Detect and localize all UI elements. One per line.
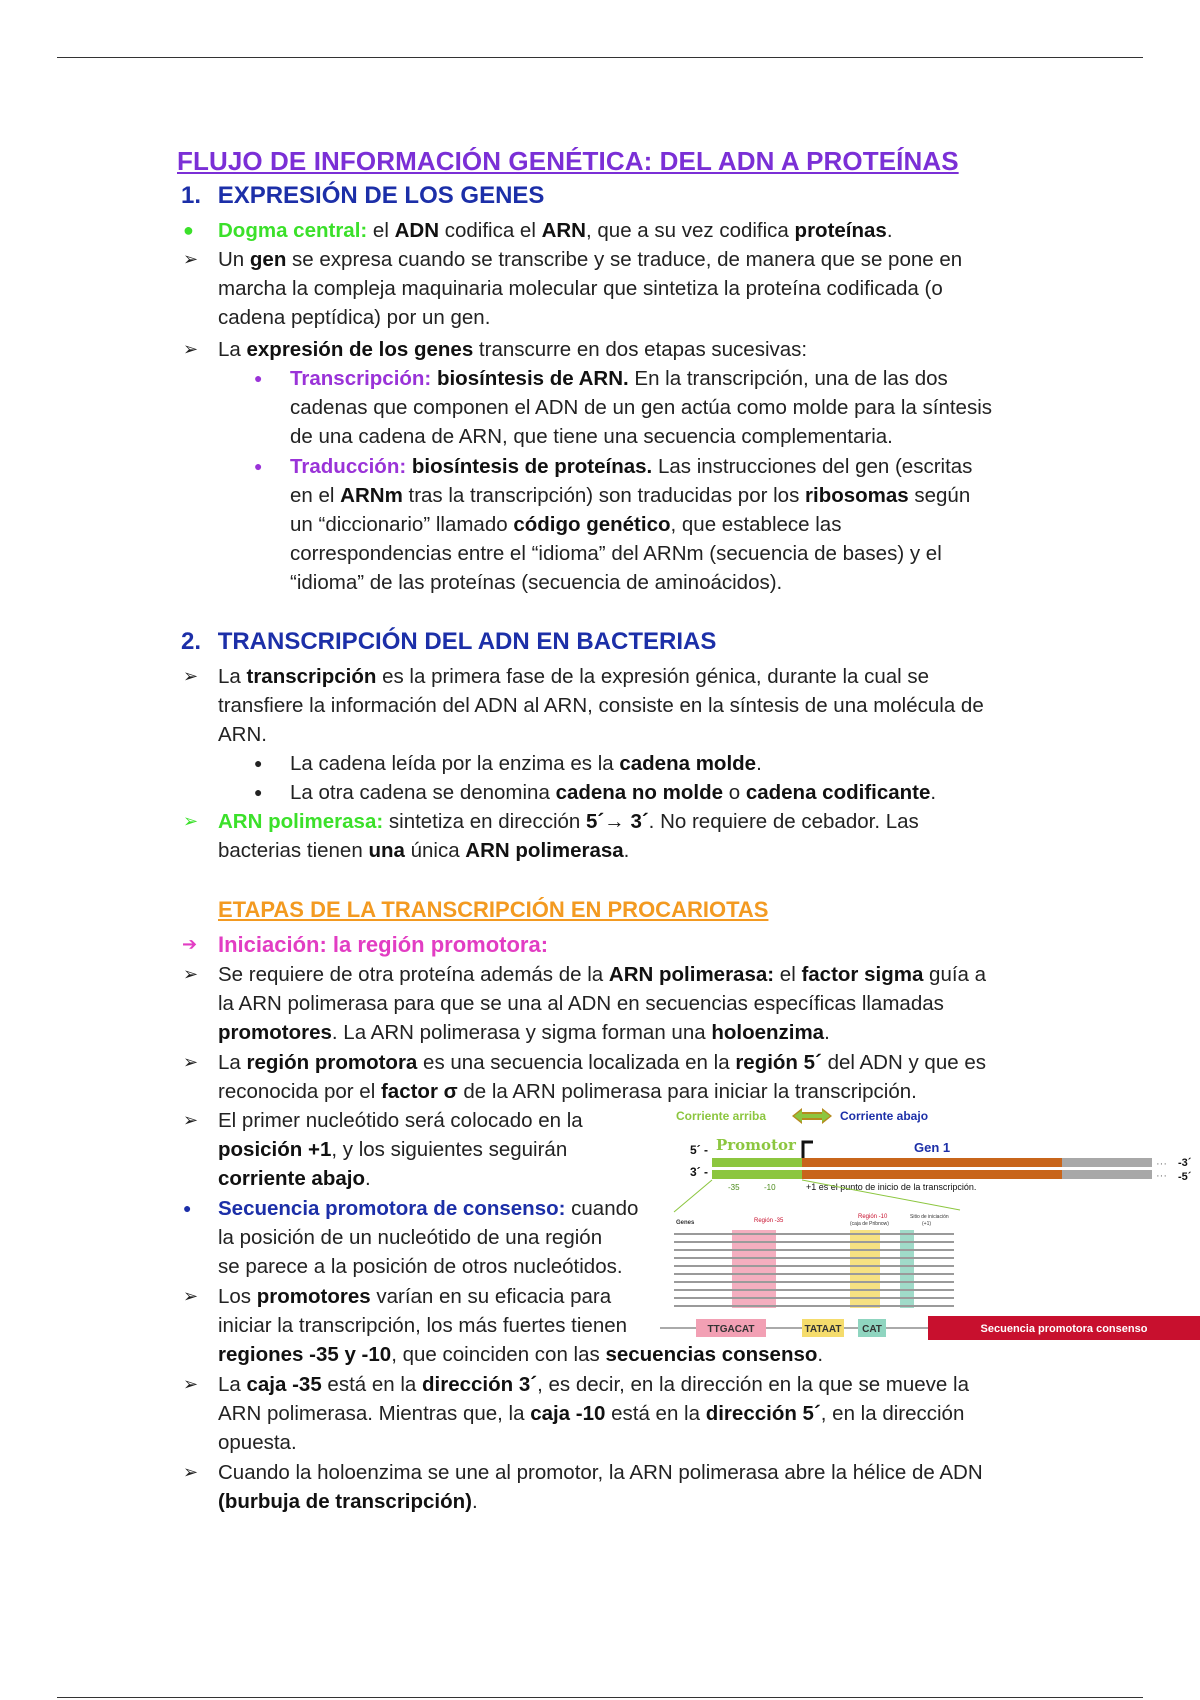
section-title: TRANSCRIPCIÓN DEL ADN EN BACTERIAS [217,628,717,655]
consensus-banner-label: Secuencia promotora consenso [980,1323,1148,1335]
bullet-dot-icon: ● [254,370,263,386]
arrowhead-bullet-icon: ➢ [183,1462,199,1482]
start-point-note: +1 es el punto de inicio de la transcripción. [806,1182,977,1192]
initiation-heading: Iniciación: la región promotora: [218,932,549,957]
gene-strand-bottom [802,1170,1062,1179]
downstream-strand-bottom [1062,1170,1152,1179]
bullet-dot-icon: ● [183,220,194,240]
promoter-strand-top [712,1158,802,1167]
page-title: FLUJO DE INFORMACIÓN GENÉTICA: DEL ADN A PROTEÍNAS [177,146,959,176]
arrowhead-bullet-icon: ➢ [183,1110,199,1130]
five-prime-label: 5´ - [690,1143,708,1157]
start-site-label: Sitio de iniciación [910,1214,949,1220]
translation-item: Traducción: biosíntesis de proteínas. Las instrucciones del gen (escritas en el ARNm tras la transcripción) son traducidas por los ribosomas según un “diccionario” llamado código genético, que establece las correspondencias entre el “idioma” del ARNm (secuencia de bases) y el “idioma” de las proteínas (secuencia de aminoácidos). [290,455,973,594]
downstream-label: Corriente abajo [840,1109,929,1123]
consensus-paragraph: Secuencia promotora de consenso: cuando la posición de un nucleótido de una región se parece a la posición de otros nucleótidos. [218,1197,639,1278]
continuation-dots: ··· [1156,1158,1167,1170]
promoter-region-paragraph: La región promotora es una secuencia localizada en la región 5´ del ADN y que es reconocida por el factor σ de la ARN polimerasa para iniciar la transcripción. [218,1051,986,1103]
three-prime-end: -3´ [1178,1157,1192,1169]
arrowhead-bullet-icon: ➢ [183,249,199,269]
region35-label: Región -35 [754,1218,784,1224]
bullet-dot-icon: ● [254,458,263,474]
boxes-paragraph: La caja -35 está en la dirección 3´, es decir, en la dirección en la que se mueve la ARN polimerasa. Mientras que, la caja -10 está en la dirección 5´, en la dirección opuesta. [218,1373,969,1454]
promoters-paragraph: Los promotores varían en su eficacia para iniciar la transcripción, los más fuertes tienen regiones -35 y -10, que coinciden con las secuencias consenso. [218,1285,824,1366]
box-35-label: TTGACAT [707,1324,755,1335]
double-arrow-icon [792,1108,832,1124]
arrowhead-bullet-icon: ➢ [183,1374,199,1394]
expression-line: La expresión de los genes transcurre en dos etapas sucesivas: [218,338,808,361]
gen-paragraph: Un gen se expresa cuando se transcribe y se traduce, de manera que se pone en marcha la compleja maquinaria molecular que sintetiza la proteína codificada (o cadena peptídica) por un gen. [218,248,963,329]
box-10-label: TATAAT [804,1324,842,1335]
first-nucleotide-paragraph: El primer nucleótido será colocado en la posición +1, y los siguientes seguirán corriente abajo. [218,1109,583,1190]
region10-label: Región -10 [858,1214,888,1220]
minus10-label: -10 [764,1183,776,1192]
section-number: 1. [181,182,202,209]
genes-column-label: Genes [676,1220,695,1226]
promoter-strand-bottom [712,1170,802,1179]
coding-strand-item: La otra cadena se denomina cadena no molde o cadena codificante. [290,781,937,804]
bottom-rule [57,1697,1143,1698]
arrow-right-icon: ➔ [182,934,198,954]
arrowhead-bullet-icon: ➢ [183,339,199,359]
arrowhead-bullet-icon: ➢ [183,1052,199,1072]
section-title: EXPRESIÓN DE LOS GENES [217,182,545,209]
section-1-heading [181,182,544,210]
stages-heading: ETAPAS DE LA TRANSCRIPCIÓN EN PROCARIOTAS [218,897,769,922]
start-site-sub: (+1) [922,1221,932,1227]
arrowhead-bullet-icon: ➢ [183,1286,199,1306]
pribnow-label: (caja de Pribnow) [850,1221,889,1227]
section-2-heading [181,628,716,656]
five-prime-end: -5´ [1178,1171,1192,1183]
arrowhead-bullet-icon: ➢ [183,811,199,831]
bullet-dot-icon: ● [254,755,263,771]
sigma-paragraph: Se requiere de otra proteína además de la ARN polimerasa: el factor sigma guía a la ARN polimerasa para que se una al ADN en secuencias específicas llamadas promotores. La ARN polimerasa y sigma forman una holoenzima. [218,963,987,1044]
holoenzyme-paragraph: Cuando la holoenzima se une al promotor, la ARN polimerasa abre la hélice de ADN (burbuja de transcripción). [218,1461,983,1513]
upstream-label: Corriente arriba [676,1109,767,1123]
arrowhead-bullet-icon: ➢ [183,666,199,686]
minus35-label: -35 [728,1183,740,1192]
dogma-line: Dogma central: el ADN codifica el ARN, que a su vez codifica proteínas. [218,219,893,242]
arrowhead-bullet-icon: ➢ [183,964,199,984]
gene-label: Gen 1 [914,1140,951,1155]
box-start-label: CAT [862,1324,882,1335]
section-number: 2. [181,628,202,655]
bullet-dot-icon: ● [254,784,263,800]
template-strand-item: La cadena leída por la enzima es la cadena molde. [290,752,762,775]
polymerase-paragraph: ARN polimerasa: sintetiza en dirección 5´→ 3´. No requiere de cebador. Las bacterias tienen una única ARN polimerasa. [218,810,919,862]
transcription-item: Transcripción: biosíntesis de ARN. En la transcripción, una de las dos cadenas que componen el ADN de un gen actúa como molde para la síntesis de una cadena de ARN, que tiene una secuencia complementaria. [290,367,992,448]
promoter-diagram [660,1100,1200,1350]
bullet-dot-icon: ● [183,1200,192,1216]
downstream-strand-top [1062,1158,1152,1167]
zoom-line [674,1180,712,1212]
continuation-dots: ··· [1156,1170,1167,1182]
promoter-label: Promotor [716,1136,796,1154]
transcription-paragraph: La transcripción es la primera fase de la expresión génica, durante la cual se transfiere la información del ADN al ARN, consiste en la síntesis de una molécula de ARN. [218,665,984,746]
three-prime-label: 3´ - [690,1165,708,1179]
top-rule [57,57,1143,58]
gene-strand-top [802,1158,1062,1167]
